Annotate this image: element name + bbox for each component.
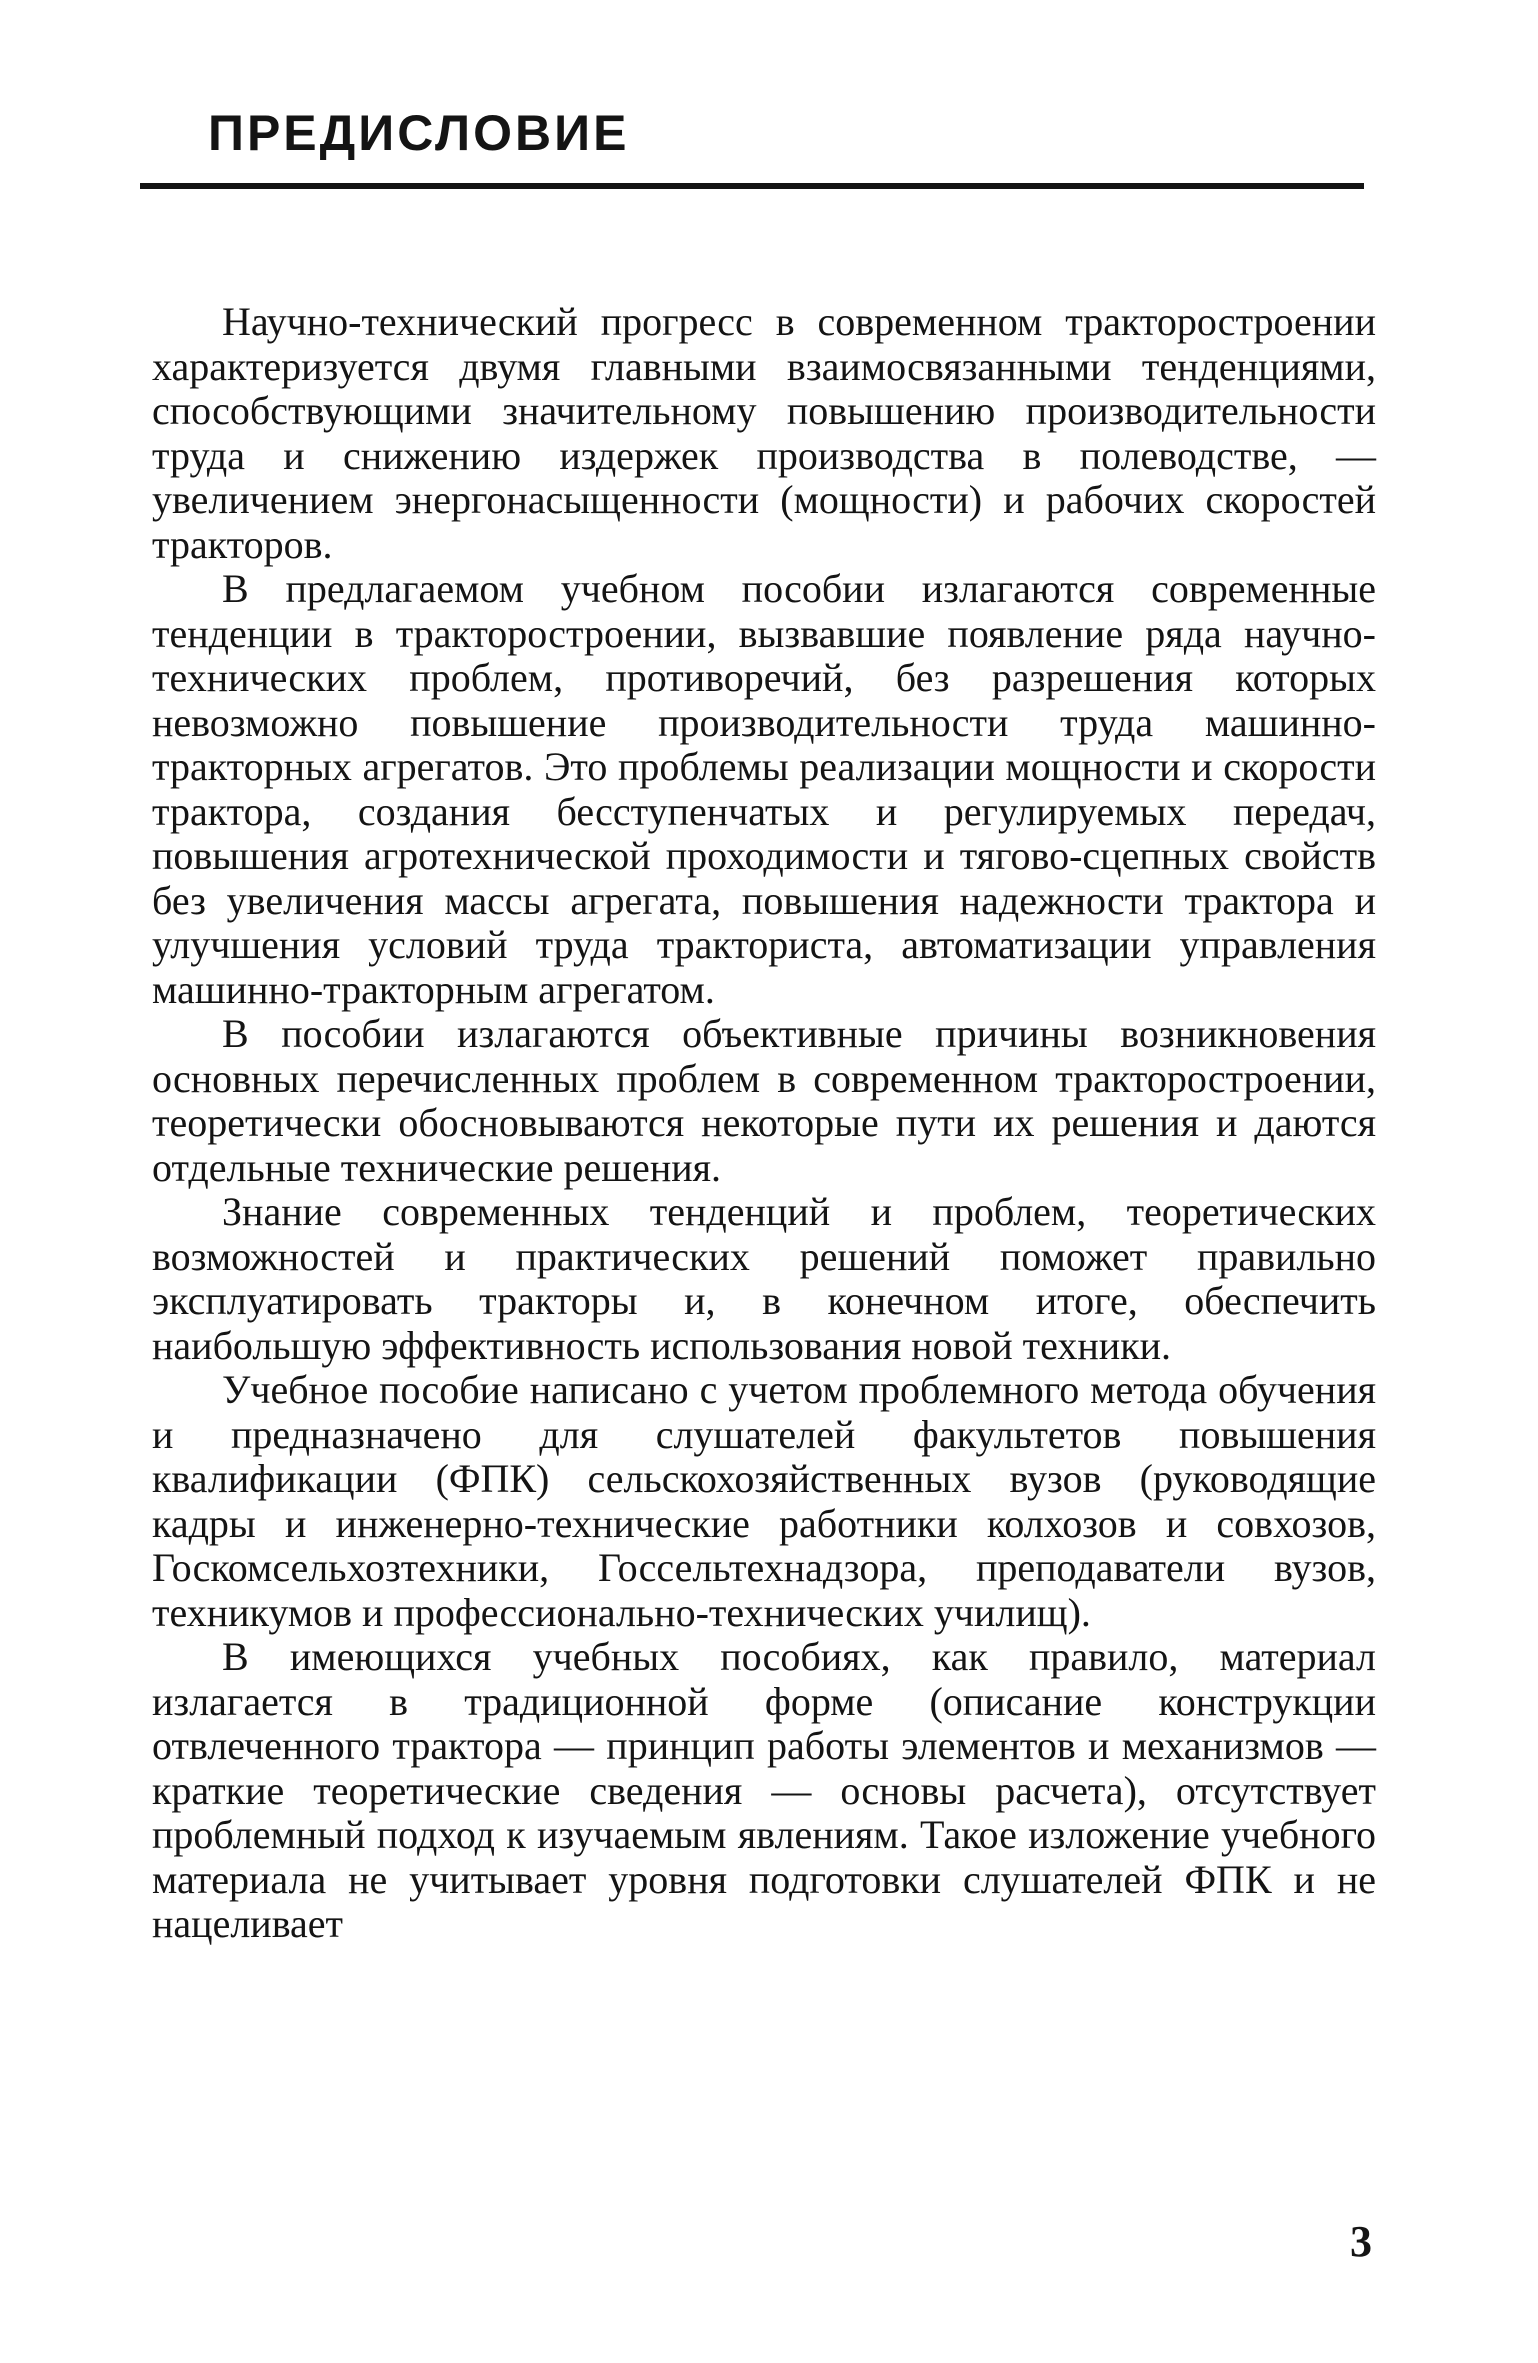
paragraph-5: Учебное пособие написано с учетом проблемного метода обучения и предназначено для слушателей факультетов повышения квалификации (ФПК) сельскохозяйственных вузов (руководящие кадры и инженерно-технические работники колхозов и совхозов, Госкомсельхозтехники, Госсельтехнадзора, преподаватели вузов, техникумов и профессионально-технических училищ). (152, 1367, 1376, 1635)
title-divider (140, 183, 1364, 189)
page-number: 3 (1350, 2217, 1372, 2266)
paragraph-4: Знание современных тенденций и проблем, теоретических возможностей и практических решений поможет правильно эксплуатировать тракторы и, в конечном итоге, обеспечить наибольшую эффективность использования новой техники. (152, 1189, 1376, 1368)
paragraph-1: Научно-технический прогресс в современном тракторостроении характеризуется двумя главными взаимосвязанными тенденциями, способствующими значительному повышению производительности труда и снижению издержек производства в полеводстве, — увеличением энергонасыщенности (мощности) и рабочих скоростей тракторов. (152, 299, 1376, 567)
page-title: ПРЕДИСЛОВИЕ (208, 105, 630, 161)
paragraph-2: В предлагаемом учебном пособии излагаются современные тенденции в тракторостроении, вызвавшие появление ряда научно-технических проблем, противоречий, без разрешения которых невозможно повышение производительности труда машинно-тракторных агрегатов. Это проблемы реализации мощности и скорости трактора, создания бесступенчатых и регулируемых передач, повышения агротехнической проходимости и тягово-сцепных свойств без увеличения массы агрегата, повышения надежности трактора и улучшения условий труда тракториста, автоматизации управления машинно-тракторным агрегатом. (152, 566, 1376, 1012)
paragraph-6: В имеющихся учебных пособиях, как правило, материал излагается в традиционной форме (описание конструкции отвлеченного трактора — принцип работы элементов и механизмов — краткие теоретические сведения — основы расчета), отсутствует проблемный подход к изучаемым явлениям. Такое изложение учебного материала не учитывает уровня подготовки слушателей ФПК и не нацеливает (152, 1634, 1376, 1946)
paragraph-3: В пособии излагаются объективные причины возникновения основных перечисленных проблем в современном тракторостроении, теоретически обосновываются некоторые пути их решения и даются отдельные технические решения. (152, 1011, 1376, 1190)
body-text (152, 300, 1376, 1947)
